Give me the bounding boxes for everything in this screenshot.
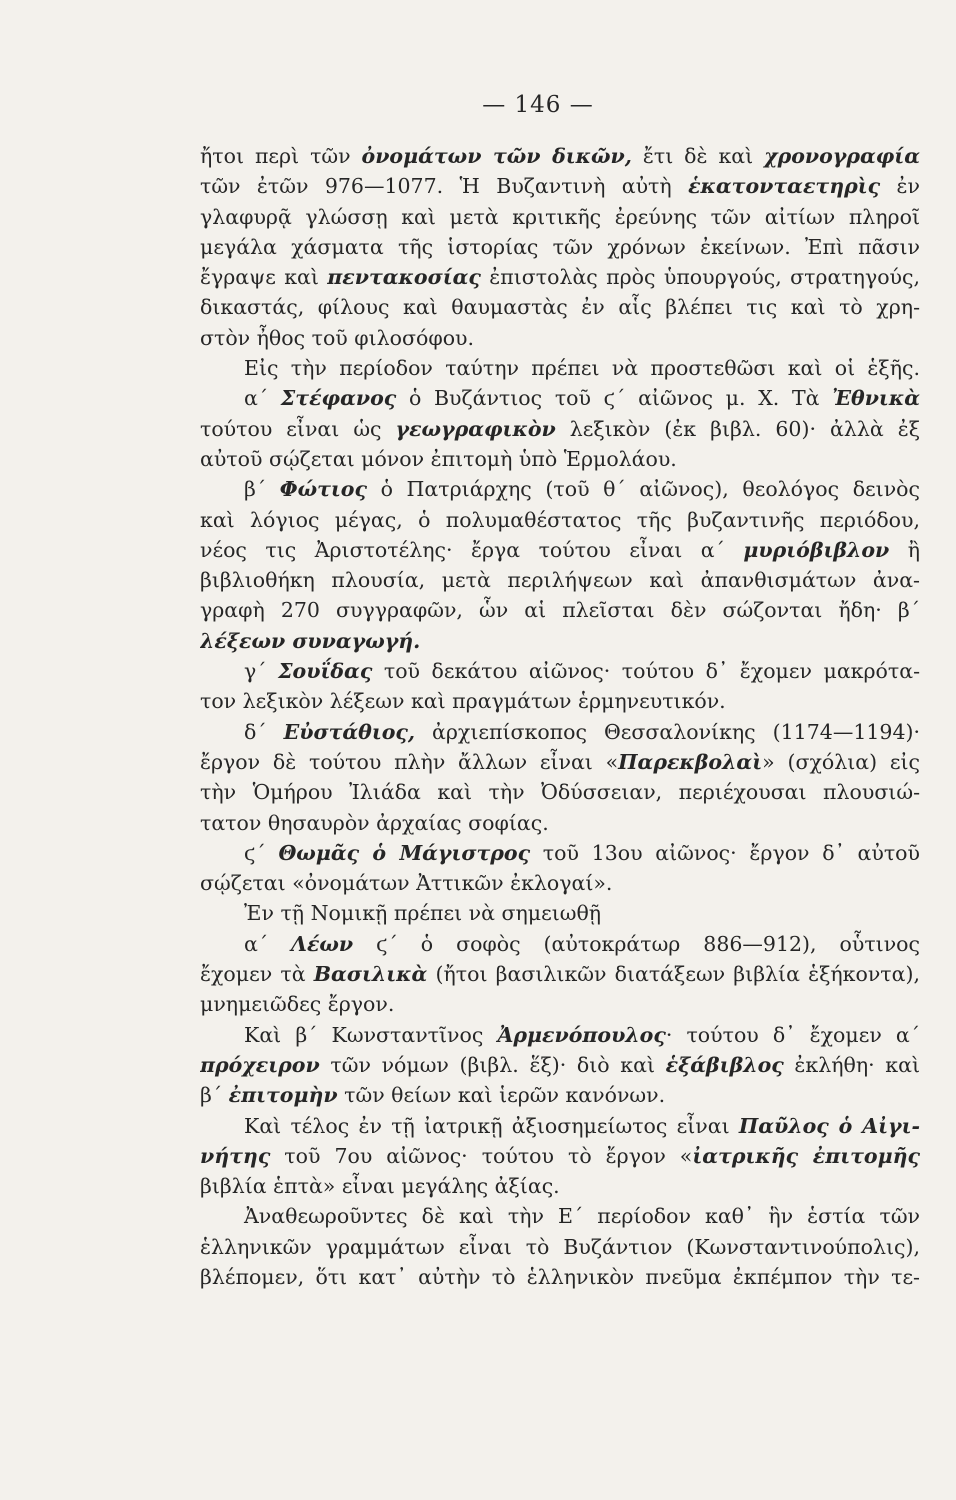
text-line <box>200 989 920 1019</box>
text-segment: β΄ <box>244 477 280 502</box>
emphasis-text: Θωμᾶς ὁ Μάγιστρος <box>278 840 531 865</box>
text-line <box>200 656 920 686</box>
text-line <box>200 353 920 383</box>
text-line <box>200 1111 920 1141</box>
text-segment: ἑλληνικῶν γραμμάτων εἶναι τὸ Βυζάντιον (Κωνσταντινούπολις), <box>200 1234 920 1259</box>
emphasis-text: Λέων <box>291 931 354 956</box>
text-line <box>200 444 920 474</box>
text-line <box>200 1201 920 1231</box>
emphasis-text: Παρεκβολαὶ <box>618 749 763 774</box>
text-segment: αὐτοῦ σῴζεται μόνον ἐπιτομὴ ὑπὸ Ἑρμολάου. <box>200 446 677 471</box>
text-segment: ὁ Βυζάντιος τοῦ ϛ΄ αἰῶνος μ. Χ. Τὰ <box>396 386 833 411</box>
text-segment: γραφὴ 270 συγγραφῶν, ὧν αἱ πλεῖσται δὲν σώζονται ἤδη· β΄ <box>200 598 920 623</box>
text-line <box>200 686 920 716</box>
text-line <box>200 171 920 201</box>
emphasis-text: Ἀρμενόπουλος <box>497 1022 666 1047</box>
text-line <box>200 535 920 565</box>
text-segment: ἔχομεν τὰ <box>200 962 314 987</box>
text-segment: τὴν Ὁμήρου Ἰλιάδα καὶ τὴν Ὀδύσσειαν, περιέχουσαι πλουσιώ- <box>200 780 920 805</box>
text-line <box>200 1050 920 1080</box>
text-segment: (ἤτοι βασιλικῶν διατάξεων βιβλία ἑξήκοντα), <box>427 962 920 987</box>
text-segment: γλαφυρᾷ γλώσσῃ καὶ μετὰ κριτικῆς ἐρεύνης τῶν αἰτίων πληροῖ <box>200 204 920 229</box>
text-segment: ἤτοι περὶ τῶν <box>200 144 362 168</box>
text-segment: βλέπομεν, ὅτι κατ᾽ αὐτὴν τὸ ἑλληνικὸν πνεῦμα ἐκπέμπον τὴν τε- <box>200 1264 920 1289</box>
text-line <box>200 929 920 959</box>
text-segment: βιβλιοθήκη πλουσία, μετὰ περιλήψεων καὶ ἀπανθισμάτων ἀνα- <box>200 568 920 593</box>
text-segment: ἔργον δὲ τούτου πλὴν ἄλλων εἶναι « <box>200 749 619 774</box>
text-segment: ϛ΄ ὁ σοφὸς (αὐτοκράτωρ 886—912), οὗτινος <box>353 931 920 956</box>
text-segment: ἐπιστολὰς πρὸς ὑπουργούς, στρατηγούς, <box>480 265 920 290</box>
emphasis-text: Στέφανος <box>280 386 397 411</box>
text-segment: ἐν <box>880 174 920 199</box>
text-segment: Καὶ τέλος ἐν τῇ ἰατρικῇ ἀξιοσημείωτος εἶναι <box>244 1113 739 1138</box>
emphasis-text: Σουΐδας <box>278 659 373 684</box>
text-line <box>200 141 920 171</box>
text-segment: ἀρχιεπίσκοπος Θεσσαλονίκης (1174—1194)· <box>415 719 920 744</box>
text-segment: τούτου εἶναι ὡς <box>200 416 396 441</box>
text-segment: · τούτου δ᾽ ἔχομεν α΄ <box>665 1022 920 1047</box>
emphasis-text: χρονογραφία <box>764 144 920 168</box>
text-segment: ἐκλήθη· καὶ <box>783 1052 920 1077</box>
text-line <box>200 232 920 262</box>
text-segment: Ἐν τῇ Νομικῇ πρέπει νὰ σημειωθῇ <box>244 901 602 926</box>
emphasis-text: Παῦλος ὁ Αἰγι- <box>738 1113 920 1138</box>
emphasis-text: Βασιλικὰ <box>313 962 428 987</box>
text-segment: τῶν θείων καὶ ἱερῶν κανόνων. <box>337 1083 666 1108</box>
text-line <box>200 414 920 444</box>
emphasis-text: γεωγραφικὸν <box>395 416 556 441</box>
text-line <box>200 1171 920 1201</box>
text-segment: γ΄ <box>244 659 279 684</box>
text-line <box>200 1262 920 1292</box>
text-segment: β΄ <box>200 1083 229 1108</box>
text-line <box>200 292 920 322</box>
text-line <box>200 474 920 504</box>
text-segment: τῶν ἐτῶν 976—1077. Ἡ Βυζαντινὴ αὐτὴ <box>200 174 689 199</box>
emphasis-text: πρόχειρον <box>200 1052 320 1077</box>
text-segment: Ἀναθεωροῦντες δὲ καὶ τὴν Ε΄ περίοδον καθ᾽ ἣν ἑστία τῶν <box>244 1204 920 1229</box>
text-line <box>200 898 920 928</box>
emphasis-text: Φώτιος <box>279 477 367 502</box>
emphasis-text: Ἐθνικὰ <box>832 386 920 411</box>
text-segment: τατον θησαυρὸν ἀρχαίας σοφίας. <box>200 810 549 835</box>
text-segment: ἔτι δὲ καὶ <box>631 144 765 168</box>
emphasis-text: ἑξάβιβλος <box>665 1052 784 1077</box>
text-segment: Εἰς τὴν περίοδον ταύτην πρέπει νὰ προστεθῶσι καὶ οἱ ἑξῆς. <box>244 356 920 381</box>
text-segment: τοῦ δεκάτου αἰῶνος· τούτου δ᾽ ἔχομεν μακρότα- <box>372 659 920 684</box>
emphasis-text: Εὐστάθιος, <box>283 719 416 744</box>
text-segment: τον λεξικὸν λέξεων καὶ πραγμάτων ἑρμηνευτικόν. <box>200 689 726 714</box>
text-line <box>200 1080 920 1110</box>
emphasis-text: ἑκατονταετηρὶς <box>688 174 881 199</box>
text-segment: στὸν ἦθος τοῦ φιλοσόφου. <box>200 325 475 350</box>
text-segment: τῶν νόμων (βιβλ. ἕξ)· διὸ καὶ <box>319 1052 666 1077</box>
emphasis-text: λέξεων συναγωγή. <box>200 628 421 653</box>
text-line <box>200 838 920 868</box>
text-segment: ἢ <box>889 537 920 562</box>
text-segment: λεξικὸν (ἐκ βιβλ. 60)· ἀλλὰ ἐξ <box>555 416 920 441</box>
text-line <box>200 505 920 535</box>
text-segment: δικαστάς, φίλους καὶ θαυμαστὰς ἐν αἷς βλέπει τις καὶ τὸ χρη- <box>200 295 920 320</box>
text-segment: βιβλία ἑπτὰ» εἶναι μεγάλης ἀξίας. <box>200 1174 560 1199</box>
text-segment: μεγάλα χάσματα τῆς ἱστορίας τῶν χρόνων ἐκείνων. Ἐπὶ πᾶσιν <box>200 234 920 259</box>
emphasis-text: μυριόβιβλον <box>743 537 890 562</box>
text-segment: α΄ <box>244 931 292 956</box>
text-line <box>200 383 920 413</box>
text-segment: δ΄ <box>244 719 284 744</box>
text-segment: νέος τις Ἀριστοτέλης· ἔργα τούτου εἶναι α΄ <box>200 537 744 562</box>
text-segment: α΄ <box>244 386 281 411</box>
body-text <box>200 141 920 1292</box>
text-line <box>200 626 920 656</box>
page-number: — 146 — <box>482 92 594 118</box>
text-line <box>200 1232 920 1262</box>
text-line <box>200 323 920 353</box>
text-segment: » (σχόλια) εἰς <box>762 749 920 774</box>
text-line <box>200 959 920 989</box>
emphasis-text: ὀνομάτων τῶν δικῶν, <box>361 144 632 168</box>
text-line <box>200 1020 920 1050</box>
emphasis-text: νήτης <box>200 1143 271 1168</box>
text-line <box>200 565 920 595</box>
text-segment: ϛ΄ <box>244 840 279 865</box>
text-segment: ἔγραψε καὶ <box>200 265 328 290</box>
text-line <box>200 808 920 838</box>
text-segment: μνημειῶδες ἔργον. <box>200 992 395 1017</box>
emphasis-text: ἐπιτομὴν <box>228 1083 338 1108</box>
emphasis-text: πεντακοσίας <box>327 265 481 290</box>
text-segment: τοῦ 7ου αἰῶνος· τούτου τὸ ἔργον « <box>270 1143 693 1168</box>
text-line <box>200 777 920 807</box>
text-segment: καὶ λόγιος μέγας, ὁ πολυμαθέστατος τῆς βυζαντινῆς περιόδου, <box>200 507 920 532</box>
text-segment: Καὶ β΄ Κωνσταντῖνος <box>244 1022 498 1047</box>
text-line <box>200 747 920 777</box>
text-line <box>200 202 920 232</box>
text-line <box>200 595 920 625</box>
text-line <box>200 868 920 898</box>
text-line <box>200 1141 920 1171</box>
text-segment: τοῦ 13ου αἰῶνος· ἔργον δ᾽ αὐτοῦ <box>530 840 920 865</box>
text-segment: σῴζεται «ὀνομάτων Ἀττικῶν ἐκλογαί». <box>200 871 613 896</box>
text-line <box>200 262 920 292</box>
text-line <box>200 717 920 747</box>
text-segment: ὁ Πατριάρχης (τοῦ θ΄ αἰῶνος), θεολόγος δεινὸς <box>366 477 920 502</box>
emphasis-text: ἰατρικῆς ἐπιτομῆς <box>692 1143 920 1168</box>
